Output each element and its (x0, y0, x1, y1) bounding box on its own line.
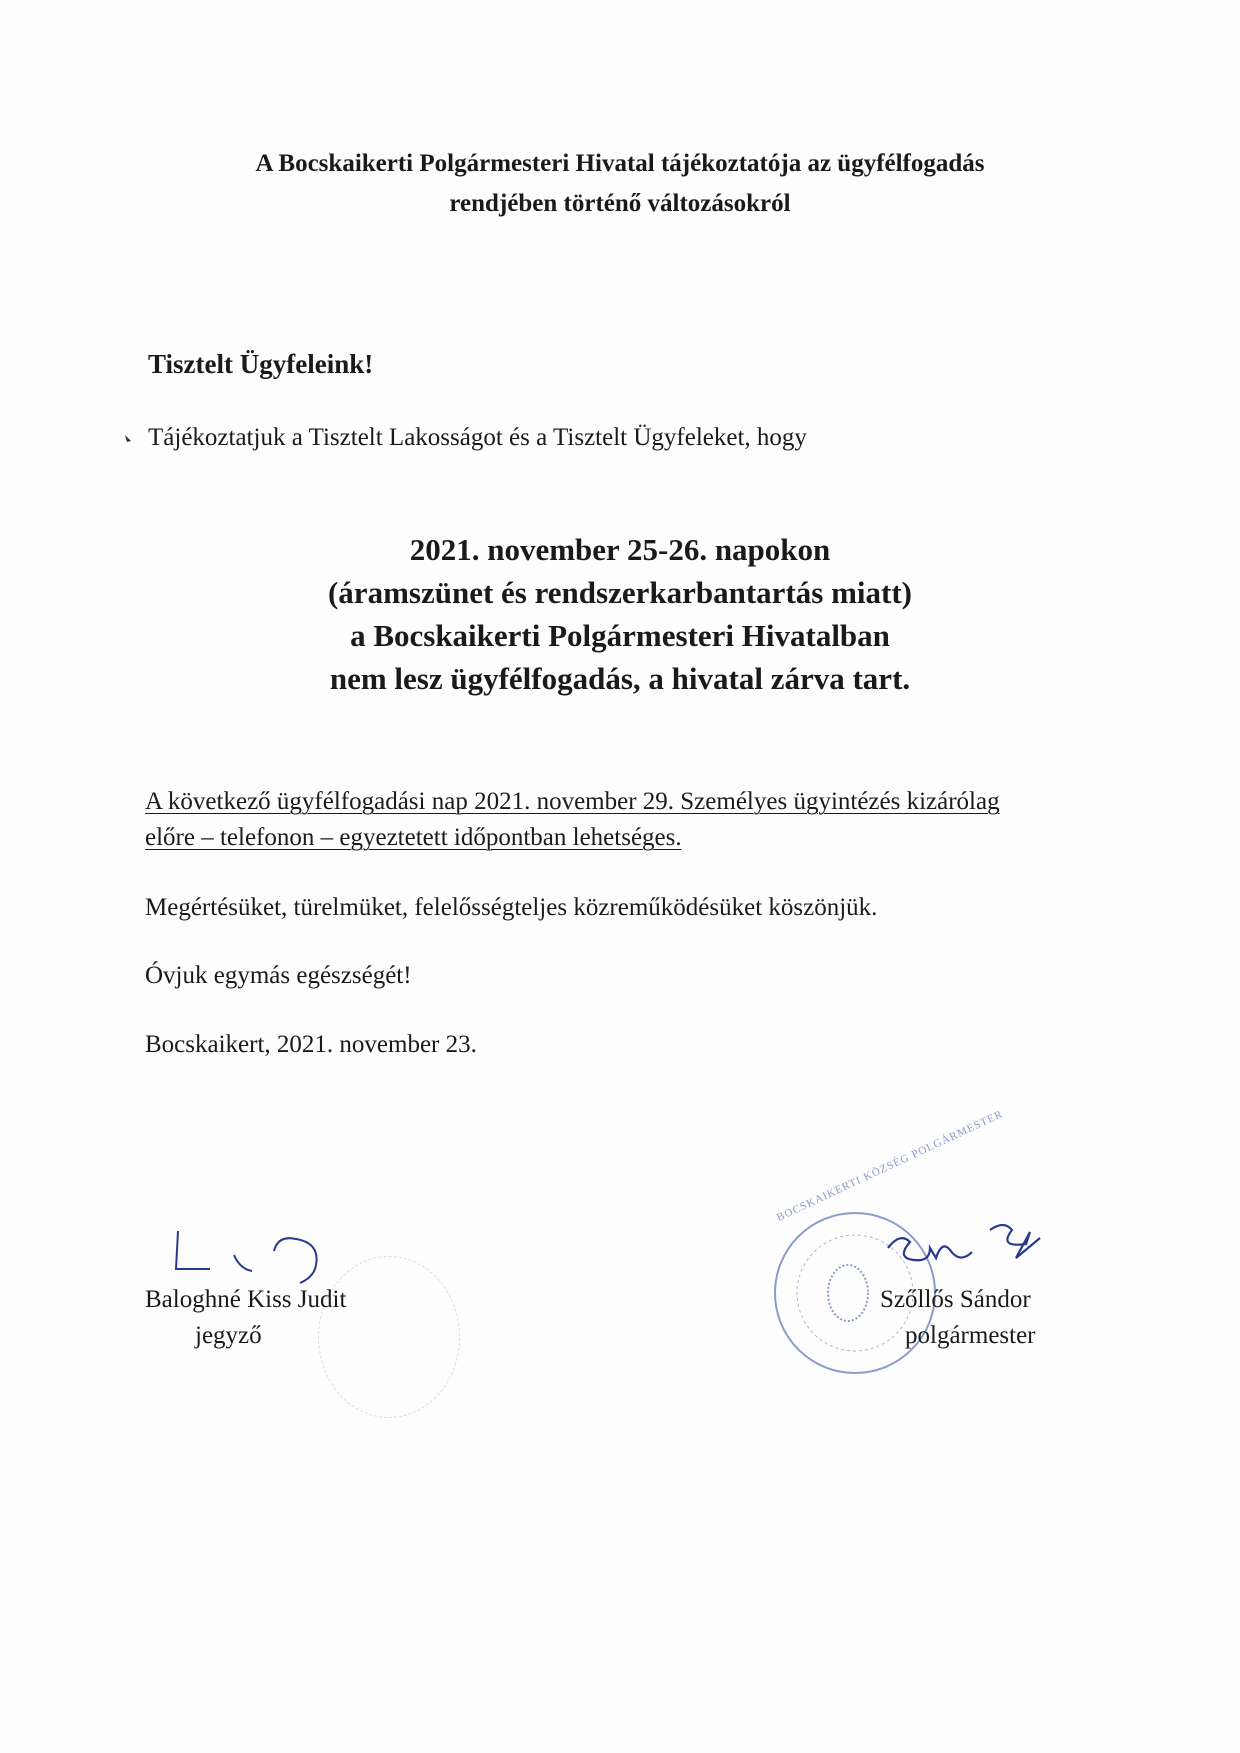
announcement-line4: nem lesz ügyfélfogadás, a hivatal zárva tart. (329, 661, 911, 696)
right-signatory-role: polgármester (905, 1322, 1036, 1349)
intro-text: Tájékoztatjuk a Tisztelt Lakosságot és a Tisztelt Ügyfeleket, hogy (148, 424, 807, 451)
announcement-line3: a Bocskaikerti Polgármesteri Hivatalban (350, 618, 890, 653)
announcement-line1: 2021. november 25-26. napokon (409, 532, 831, 567)
announcement-line2: (áramszünet és rendszerkarbantartás miatt) (327, 575, 912, 610)
right-signatory-name: Szőllős Sándor (880, 1286, 1031, 1313)
left-signatory-role: jegyző (195, 1322, 262, 1349)
stamp-text: BOCSKAIKERTI KÖZSÉG POLGÁRMESTER (775, 1108, 1006, 1224)
document-title-line2: rendjében történő változásokról (449, 190, 791, 217)
greeting: Tisztelt Ügyfeleink! (148, 349, 374, 379)
health-wish: Óvjuk egymás egészségét! (145, 962, 412, 989)
next-reception-line1: A következő ügyfélfogadási nap 2021. november 29. Személyes ügyintézés kizárólag (145, 788, 1000, 815)
left-signature (170, 1225, 340, 1285)
thanks-text: Megértésüket, türelmüket, felelősségteljes közreműködésüket köszönjük. (145, 894, 878, 921)
place-date: Bocskaikert, 2021. november 23. (145, 1031, 477, 1058)
right-signature (880, 1218, 1060, 1282)
left-stamp-faint (318, 1256, 460, 1418)
left-signatory-name: Baloghné Kiss Judit (145, 1286, 347, 1313)
scan-mark (124, 432, 134, 442)
next-reception-line2: előre – telefonon – egyeztetett időpontban lehetséges. (145, 824, 682, 851)
document-title-line1: A Bocskaikerti Polgármesteri Hivatal tájékoztatója az ügyfélfogadás (255, 150, 985, 177)
